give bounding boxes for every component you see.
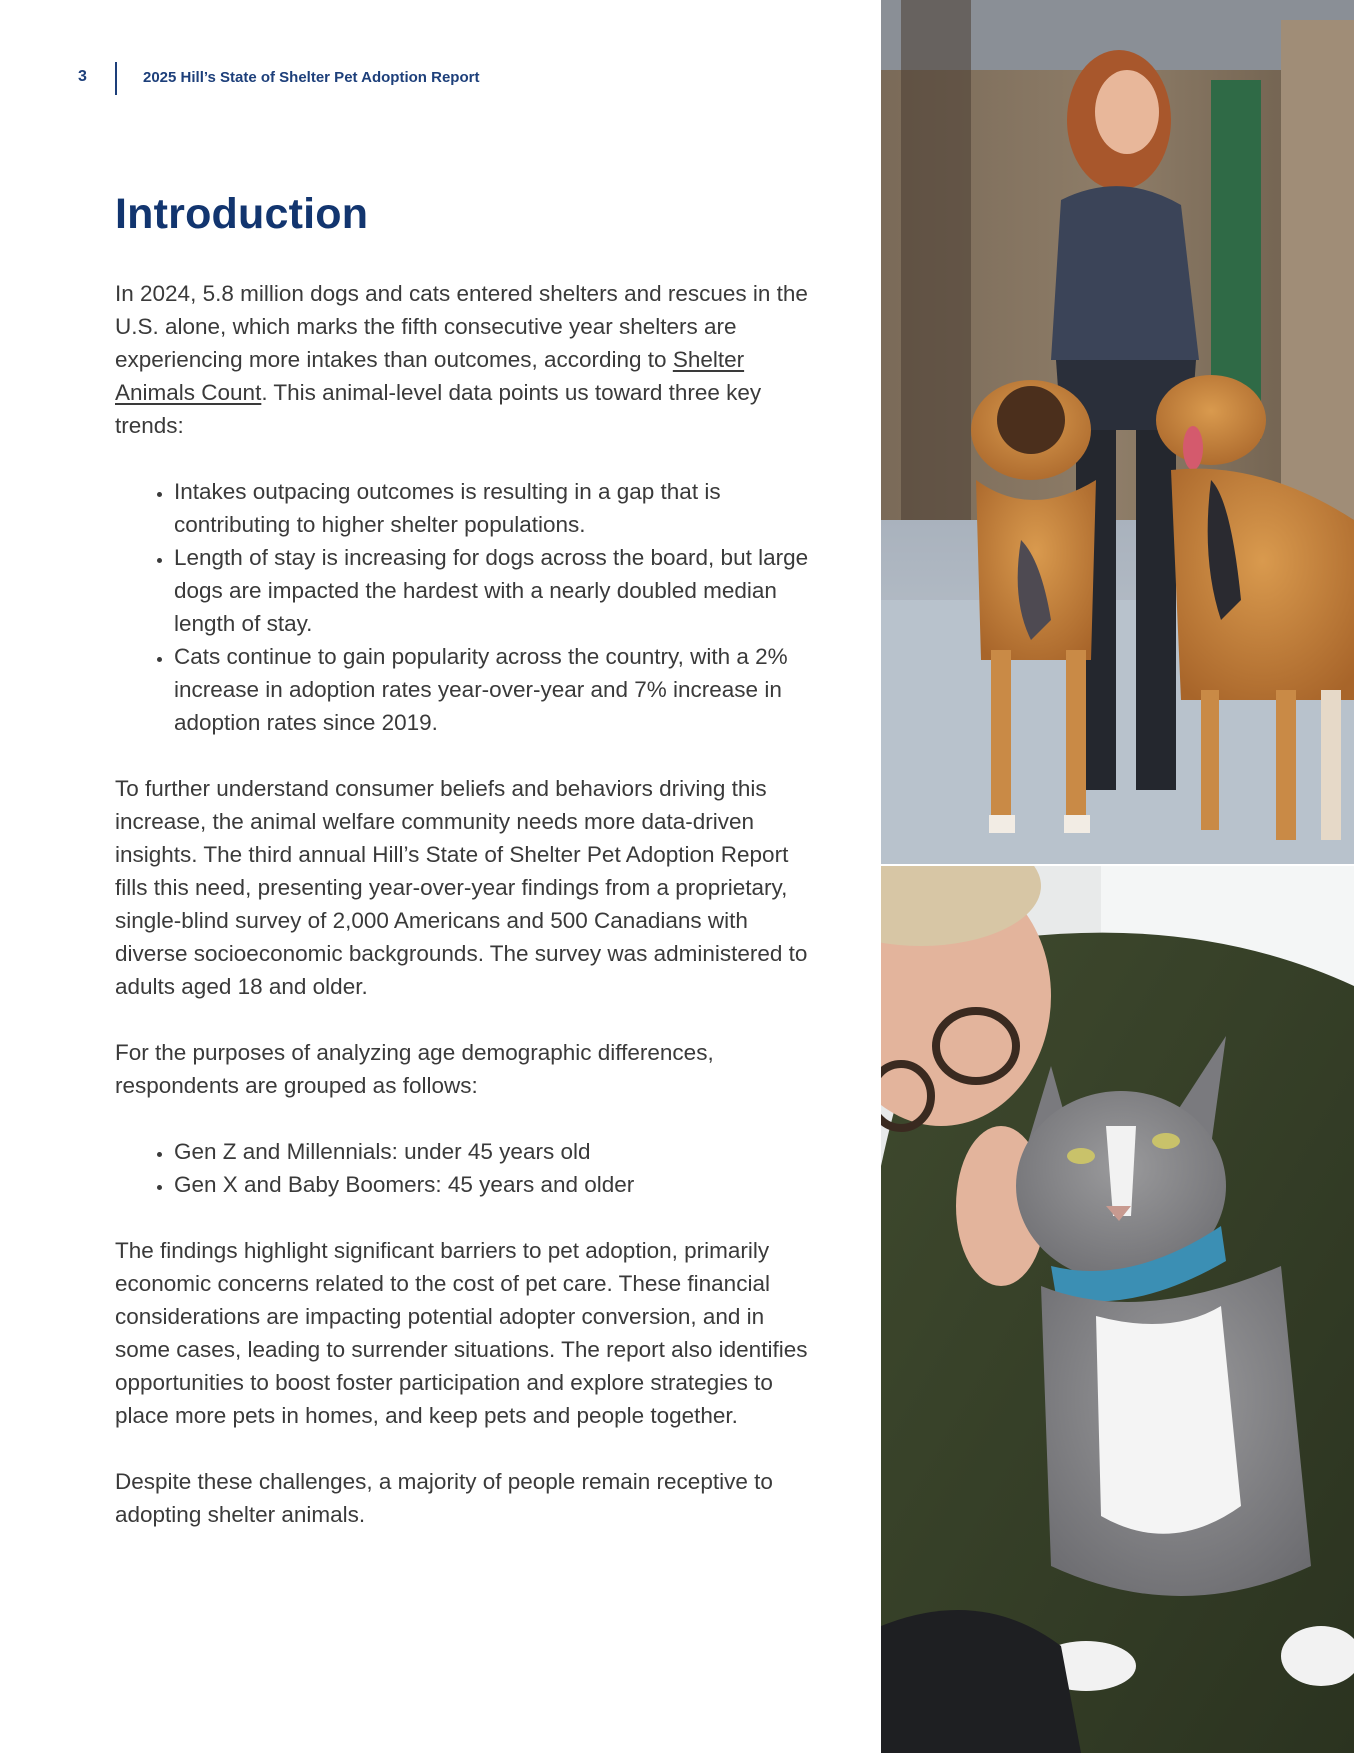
demographics-paragraph: For the purposes of analyzing age demographic differences, respondents are grouped as follows: [115,1040,714,1098]
report-title: 2025 Hill’s State of Shelter Pet Adoption Report [143,69,480,86]
list-item: • Length of stay is increasing for dogs across the board, but large dogs are impacted the hardest with a nearly doubled median length of stay. [174,541,825,640]
closing-paragraph: Despite these challenges, a majority of people remain receptive to adopting shelter animals. [115,1469,773,1527]
intro-paragraph [115,277,825,442]
intro-text-end: . This animal-level data points us toward three key trends: [115,380,762,438]
survey-paragraph: To further understand consumer beliefs and behaviors driving this increase, the animal welfare community needs more data-driven insights. The third annual Hill’s State of Shelter Pet Adoption Report fills this need, presenting year-over-year findings from a proprietary, single-blind survey of 2,000 Americans and 500 Canadians with diverse socioeconomic backgrounds. The survey was administered to adults aged 18 and older. [115,776,808,999]
trends-list [115,475,825,739]
header-divider [115,62,117,95]
intro-text-start: In 2024, 5.8 million dogs and cats entered shelters and rescues in the U.S. alone, which marks the fifth consecutive year shelters are experiencing more intakes than outcomes, according to [115,281,808,372]
page-header [0,62,860,96]
list-item: • Cats continue to gain popularity across the country, with a 2% increase in adoption rates year-over-year and 7% increase in adoption rates since 2019. [174,640,825,739]
page-number: 3 [78,68,87,85]
list-item: • Intakes outpacing outcomes is resulting in a gap that is contributing to higher shelter populations. [174,475,825,541]
photo-woman-with-cat [881,866,1354,1753]
list-item: • Gen X and Baby Boomers: 45 years and older [174,1168,825,1201]
page-title: Introduction [115,190,369,238]
age-groups-list [115,1135,825,1201]
list-item: • Gen Z and Millennials: under 45 years old [174,1135,825,1168]
photo-woman-with-dogs [881,0,1354,864]
shelter-animals-count-link[interactable]: Shelter Animals Count [115,347,745,405]
findings-paragraph: The findings highlight significant barriers to pet adoption, primarily economic concerns related to the cost of pet care. These financial considerations are impacting potential adopter conversion, and in some cases, leading to surrender situations. The report also identifies opportunities to boost foster participation and explore strategies to place more pets in homes, and keep pets and people together. [115,1238,808,1428]
intro-section [115,188,825,1564]
